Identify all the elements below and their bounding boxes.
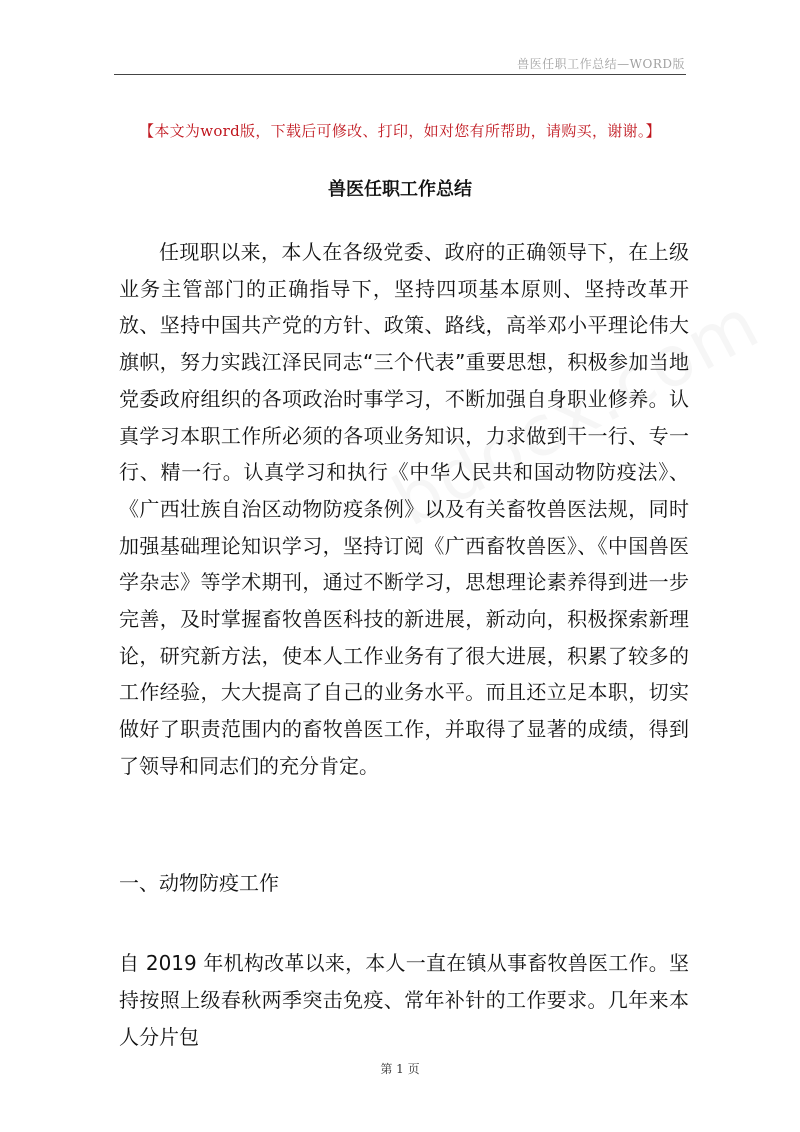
document-title: 兽医任职工作总结 bbox=[328, 179, 472, 200]
download-notice: 【本文为word版，下载后可修改、打印，如对您有所帮助，请购买，谢谢。】 bbox=[139, 122, 661, 140]
section-heading-animal-epidemic-prevention: 一、动物防疫工作 bbox=[119, 871, 279, 895]
section-paragraph: 自 2019 年机构改革以来，本人一直在镇从事畜牧兽医工作。坚持按照上级春秋两季突击免疫、常年补针的工作要求。几年来本人分片包 bbox=[119, 951, 689, 1049]
page-number: 第 1 页 bbox=[380, 1062, 420, 1076]
running-header: 兽医任职工作总结—WORD版 bbox=[517, 57, 685, 71]
header-divider bbox=[114, 74, 686, 75]
intro-paragraph: 任现职以来，本人在各级党委、政府的正确领导下，在上级业务主管部门的正确指导下，坚持四项基本原则、坚持改革开放、坚持中国共产党的方针、政策、路线，高举邓小平理论伟大旗帜，努力实践江泽民同志“三个代表”重要思想，积极参加当地党委政府组织的各项政治时事学习，不断加强自身职业修养。认真学习本职工作所必须的各项业务知识，力求做到干一行、专一行、精一行。认真学习和执行《中华人民共和国动物防疫法》、《广西壮族自治区动物防疫条例》以及有关畜牧兽医法规，同时加强基础理论知识学习，坚持订阅《广西畜牧兽医》、《中国兽医学杂志》等学术期刊，通过不断学习，思想理论素养得到进一步完善，及时掌握畜牧兽医科技的新进展，新动向，积极探索新理论，研究新方法，使本人工作业务有了很大进展，积累了较多的工作经验，大大提高了自己的业务水平。而且还立足本职，切实做好了职责范围内的畜牧兽医工作，并取得了显著的成绩，得到了领导和同志们的充分肯定。 bbox=[119, 240, 689, 778]
